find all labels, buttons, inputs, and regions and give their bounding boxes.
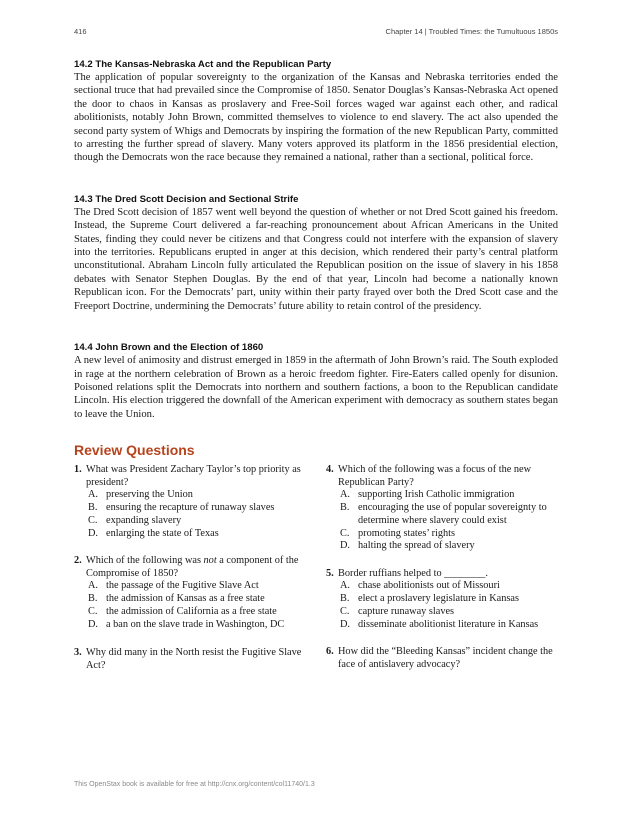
option-text: encouraging the use of popular sovereignty to determine where slavery could exist (358, 501, 547, 526)
option-letter: D. (340, 618, 351, 630)
running-head (74, 27, 558, 39)
question-text (86, 463, 306, 489)
option-text: promoting states’ rights (358, 527, 456, 539)
answer-option (340, 528, 558, 541)
review-question (74, 554, 306, 631)
question-number: 1. (74, 464, 82, 476)
option-text: ensuring the recapture of runaway slaves (106, 501, 275, 513)
review-question (326, 567, 558, 631)
summary-section-14-2 (74, 58, 558, 165)
question-text-part: a component of the Compromise of 1850? (86, 555, 299, 580)
review-questions-heading: Review Questions (74, 442, 195, 459)
option-text: halting the spread of slavery (358, 540, 475, 552)
section-heading: 14.4 John Brown and the Election of 1860 (74, 342, 264, 354)
section-body: The application of popular sovereignty to the organization of the Kansas and Nebraska territories ended the sectional truce that had prevailed since the Compromise of 1850. Senator Douglas’s Kansas-Nebraska Act opened the door to chaos in Kansas as proslavery and Free-Soil forces waged war against each other, and radical abolitionists, notably John Brown, committed themselves to violence to end slavery. The act also upended the second party system of Whigs and Democrats by inspiring the formation of the new Republican Party, committed to arresting the further spread of slavery. Many voters approved its platform in the 1856 presidential election, though the Democrats won the race because they remained a national, rather than a sectional, political force. (74, 72, 558, 164)
answer-options (340, 580, 558, 631)
option-text: chase abolitionists out of Missouri (358, 580, 500, 592)
option-text: preserving the Union (106, 489, 193, 501)
option-text: supporting Irish Catholic immigration (358, 489, 515, 501)
question-text (86, 554, 306, 580)
option-letter: D. (340, 540, 351, 552)
option-letter: A. (88, 489, 99, 501)
answer-options (88, 489, 306, 540)
review-question (74, 463, 306, 540)
option-text: a ban on the slave trade in Washington, DC (106, 618, 285, 630)
summary-section-14-3 (74, 193, 558, 313)
answer-option (88, 502, 306, 515)
page-number: 416 (74, 27, 87, 36)
answer-options (340, 489, 558, 553)
question-stem (74, 554, 306, 580)
question-stem (74, 463, 306, 489)
question-text-part: Border ruffians helped to ________. (338, 568, 488, 580)
option-letter: A. (88, 580, 99, 592)
question-stem (74, 646, 306, 672)
question-text-part: Why did many in the North resist the Fugitive Slave Act? (86, 646, 302, 671)
option-letter: C. (340, 605, 350, 617)
answer-option (88, 528, 306, 541)
option-letter: C. (340, 527, 350, 539)
option-text: disseminate abolitionist literature in Kansas (358, 618, 539, 630)
option-text: capture runaway slaves (358, 605, 455, 617)
option-text: the admission of California as a free state (106, 605, 277, 617)
answer-option (340, 489, 558, 502)
answer-options (88, 580, 306, 631)
answer-option (340, 606, 558, 619)
question-text (338, 645, 558, 671)
question-stem (326, 567, 558, 580)
option-text: enlarging the state of Texas (106, 527, 219, 539)
option-text: the passage of the Fugitive Slave Act (106, 580, 259, 592)
option-letter: B. (340, 501, 350, 513)
option-letter: A. (340, 489, 351, 501)
question-number: 4. (326, 464, 334, 476)
question-text (338, 463, 558, 489)
option-letter: B. (88, 501, 98, 513)
option-text: elect a proslavery legislature in Kansas (358, 592, 519, 604)
option-text: the admission of Kansas as a free state (106, 593, 265, 605)
answer-option (340, 502, 558, 528)
question-text-part: How did the “Bleeding Kansas” incident change the face of antislavery advocacy? (338, 646, 553, 671)
answer-option (340, 580, 558, 593)
option-letter: B. (340, 592, 350, 604)
answer-option (88, 619, 306, 632)
option-text: expanding slavery (106, 514, 182, 526)
answer-option (88, 489, 306, 502)
review-questions-left-column (74, 463, 306, 685)
question-text-part: What was President Zachary Taylor’s top priority as president? (86, 464, 301, 489)
section-heading: 14.3 The Dred Scott Decision and Sectional Strife (74, 193, 299, 205)
review-question (326, 463, 558, 553)
section-body: A new level of animosity and distrust emerged in 1859 in the aftermath of John Brown’s raid. The South exploded in rage at the northern celebration of Brown as a heroic freedom fighter. Fire-Eaters called openly for disunion. Poisoned relations split the Democrats into northern and southern factions, a boon to the Republican candidate Lincoln. His election triggered the downfall of the American experiment with democracy as southern states began to leave the Union. (74, 355, 558, 420)
question-number: 3. (74, 646, 82, 658)
answer-option (88, 515, 306, 528)
chapter-title: Chapter 14 | Troubled Times: the Tumultuous 1850s (385, 27, 558, 36)
answer-option (340, 593, 558, 606)
option-letter: C. (88, 605, 98, 617)
page-footer: This OpenStax book is available for free at http://cnx.org/content/col11740/1.3 (74, 781, 315, 788)
option-letter: B. (88, 593, 98, 605)
option-letter: D. (88, 618, 99, 630)
question-text-part: Which of the following was (86, 555, 204, 567)
question-stem (326, 645, 558, 671)
question-number: 6. (326, 646, 334, 658)
review-questions-right-column (326, 463, 558, 685)
review-question (326, 645, 558, 671)
question-text (338, 567, 558, 580)
question-number: 5. (326, 568, 334, 580)
question-number: 2. (74, 555, 82, 567)
answer-option (88, 606, 306, 619)
answer-option (88, 593, 306, 606)
question-emphasis: not (203, 555, 217, 567)
section-heading: 14.2 The Kansas-Nebraska Act and the Republican Party (74, 59, 332, 70)
review-question (74, 646, 306, 672)
question-stem (326, 463, 558, 489)
option-letter: D. (88, 527, 99, 539)
page-content (74, 58, 558, 686)
question-text-part: Which of the following was a focus of the new Republican Party? (338, 464, 532, 489)
summary-section-14-4 (74, 341, 558, 421)
option-letter: C. (88, 514, 98, 526)
answer-option (340, 540, 558, 553)
option-letter: A. (340, 580, 351, 592)
review-questions-grid (74, 463, 558, 685)
question-text (86, 646, 306, 672)
answer-option (88, 580, 306, 593)
answer-option (340, 619, 558, 632)
section-body: The Dred Scott decision of 1857 went well beyond the question of whether or not Dred Scott gained his freedom. Instead, the Supreme Court delivered a far-reaching pronouncement about African Americans in the United States, finding they could never be citizens and that Congress could not interfere with the expansion of slavery into the territories. Republicans erupted in anger at this decision, which rendered their party’s central platform unconstitutional. Abraham Lincoln fully articulated the Republican position on the issue of slavery in his 1858 debates with Senator Stephen Douglas. By the end of that year, Lincoln had become a nationally known Republican icon. For the Democrats’ part, unity within their party frayed over both the Dred Scott case and the Freeport Doctrine, undermining the Democrats’ future ability to retain control of the presidency. (74, 206, 558, 312)
